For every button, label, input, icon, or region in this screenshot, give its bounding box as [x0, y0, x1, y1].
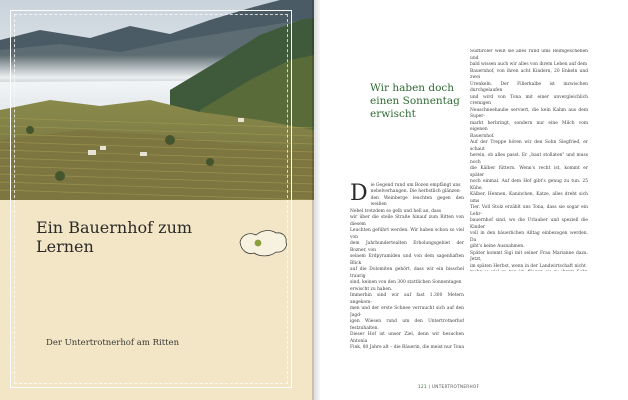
chapter-title: Ein Bauernhof zum Lernen [36, 218, 193, 256]
drop-cap: D [350, 180, 368, 206]
footer-section: UNTERTROTNERHOF [431, 384, 480, 389]
article-headline: Wir haben doch einen Sonnentag erwischt [370, 82, 460, 120]
article-column-left [350, 176, 464, 351]
article-column-right: Südtiroler weiß sie alles rund ums Reimgeschehen und bald wissen auch wir alles von ihrem Leben auf dem Bauernhof, von ihren acht Kindern, 20 Enkeln und zwei Urenkeln. Der Fillerkalbe ist inzwischen durchgelaufen und wird von Tona mit einer unvergleichlich cremigen Neuschneehaube serviert, die kein Kahm aus dem Super- markt herbringt, sondern nur eine Milch vom eigenen Bauernhof. Auf der Treppe hören wir den Sohn Siegfried, er schaut herein, ob alles passt. Er „baut stollaten" und muss noch die Kälber füttern. Wenn's recht ist, kommt er später noch einmal. Auf dem Hof gibt's genug zu tun. 25 Kühe, Kälber, Hennen, Kaninchen, Katze, alles dreht sich ums Tier. Voll Stolz erzählt uns Tona, dass sie sogar ein Lehr- bauernhof sind, wo die Urlauber und speziell die Kinder voll in den bäuerlichen Alltag einbezogen werden. Da gibt's keine Ausnahmen. Später kommt Sigi mit seiner Frau Marianne dazu. Jetzt, im späten Herbst, wenn in der Landwirtschaft nicht [470, 49, 588, 269]
decorative-frame-inner [14, 14, 288, 384]
page-footer [418, 384, 479, 389]
chapter-subtitle: Der Untertrotnerhof am Ritten [46, 338, 180, 348]
south-tyrol-map-icon [236, 226, 290, 260]
article-text-left: ie Gegend rund um Bozen empfängt uns nebelverhangen. Die herbstlich glänzen- den Weinberge leuchten gegen den weißen Nebel trotzdem so gelb und hell an, dass wir über die steile Straße hinauf zum Ritten von diesem Leuchten geführt werden. Wir haben schon so viel von dem Jahrhundertealten Erholungsgebiet der Bozner, von seinem Erdpyramiden und von dem sagenhaften Blick auf die Dolomiten gehört, dass wir ein bisschel traurig sind, keinen von den 300 stattlichen Sonnentagen erwischt zu haben. Immerhin sind wir auf fast 1.300 Metern angekom- men und der erste Schnee verraucht sich auf den Jagd- igen Wiesen rund um den Untertrotnerhof festzuhalten. Dieser Hof ist unser Ziel, denn wir besuchen Antonia Fink, 80 Jahre alt – die Bäuerin, die meist nur Tona [350, 182, 464, 350]
page-number: 121 [418, 384, 427, 389]
right-page [320, 0, 628, 400]
footer-separator: | [428, 384, 431, 389]
